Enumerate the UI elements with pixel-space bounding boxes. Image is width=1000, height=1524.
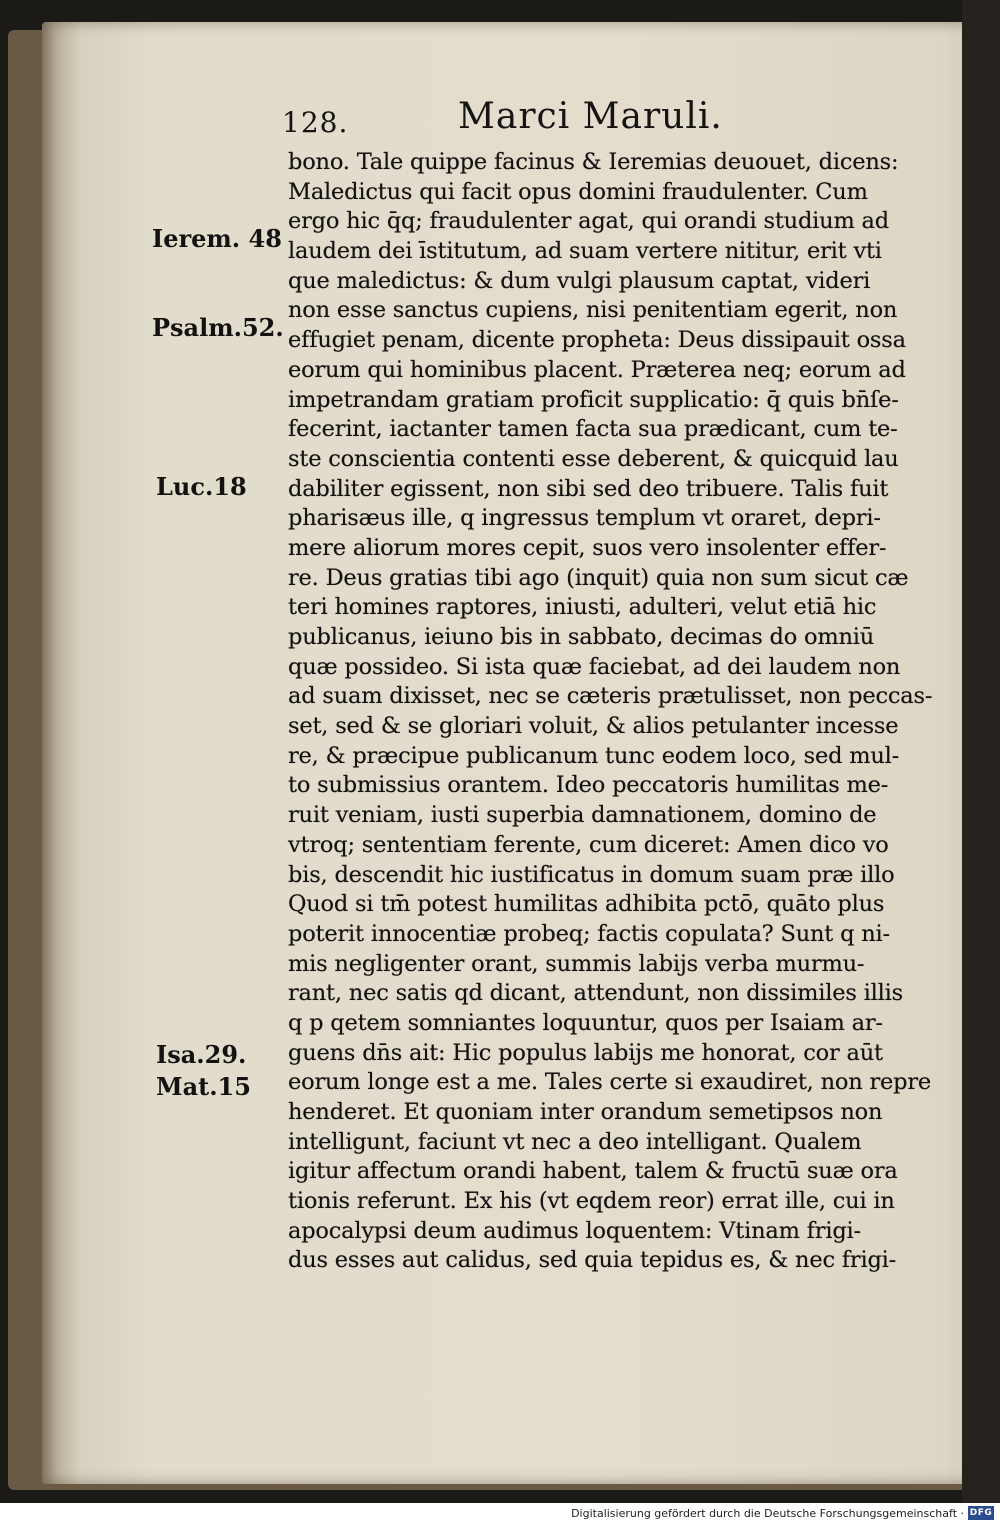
- text-line: igitur affectum orandi habent, talem & fructū suæ ora: [288, 1158, 898, 1185]
- text-line: pharisæus ille, q ingressus templum vt oraret, depri-: [288, 505, 881, 532]
- text-line: poterit innocentiæ probeq; factis copulata? Sunt q ni-: [288, 920, 890, 947]
- text-line: set, sed & se gloriari voluit, & alios petulanter incesse: [288, 713, 899, 740]
- page-number: 128.: [282, 106, 349, 139]
- text-line: effugiet penam, dicente propheta: Deus dissipauit ossa: [288, 327, 906, 354]
- body-text: [288, 148, 933, 1276]
- text-line: impetrandam gratiam proficit supplicatio: q̄ quis bn̄ſe-: [288, 386, 899, 413]
- text-line: re, & præcipue publicanum tunc eodem loco, sed mul-: [288, 742, 900, 769]
- text-line: bono. Tale quippe facinus & Ieremias deuouet, dicens:: [288, 149, 899, 175]
- text-line: que maledictus: & dum vulgi plausum captat, videri: [288, 267, 871, 294]
- margin-note-isa: Isa.29.: [156, 1040, 247, 1069]
- text-line: ste conscientia contenti esse deberent, & quicquid lau: [288, 445, 899, 472]
- text-line: q p qetem somniantes loquuntur, quos per Isaiam ar-: [288, 1009, 883, 1036]
- text-line: dus esses aut calidus, sed quia tepidus es, & nec frigi-: [288, 1247, 897, 1274]
- text-line: mis negligenter orant, summis labijs verba murmu-: [288, 950, 865, 977]
- text-line: non esse sanctus cupiens, nisi penitentiam egerit, non: [288, 297, 898, 324]
- text-line: apocalypsi deum audimus loquentem: Vtinam frigi-: [288, 1217, 861, 1244]
- margin-note-luc: Luc.18: [156, 472, 247, 501]
- text-line: mere aliorum mores cepit, suos vero insolenter effer-: [288, 534, 887, 561]
- text-line: Quod si tm̄ potest humilitas adhibita pctō, quāto plus: [288, 891, 885, 918]
- text-line: quæ possideo. Si ista quæ faciebat, ad dei laudem non: [288, 653, 901, 680]
- running-title: Marci Maruli.: [458, 96, 723, 137]
- text-line: eorum longe est a me. Tales certe si exaudiret, non repre: [288, 1069, 931, 1096]
- text-line: vtroq; sententiam ferente, cum diceret: Amen dico vo: [288, 831, 889, 858]
- text-line: fecerint, iactanter tamen facta sua prædicant, cum te-: [288, 416, 898, 443]
- margin-note-mat: Mat.15: [156, 1072, 251, 1101]
- dfg-logo: DFG: [969, 1508, 993, 1518]
- text-line: publicanus, ieiuno bis in sabbato, decimas do omniū: [288, 624, 875, 650]
- text-line: intelligunt, faciunt vt nec a deo intelligant. Qualem: [288, 1128, 862, 1155]
- text-line: ergo hic q̄q; fraudulenter agat, qui orandi studium ad: [288, 208, 889, 235]
- text-line: re. Deus gratias tibi ago (inquit) quia non sum sicut cæ: [288, 564, 909, 591]
- funding-credit: Digitalisierung gefördert durch die Deutsche Forschungsgemeinschaft ·: [571, 1507, 964, 1520]
- text-line: rant, nec satis qd dicant, attendunt, non dissimiles illis: [288, 980, 903, 1007]
- text-line: laudem dei īstitutum, ad suam vertere nititur, erit vti: [288, 238, 882, 265]
- text-line: dabiliter egissent, non sibi sed deo tribuere. Talis fuit: [288, 475, 889, 502]
- scan-border: [962, 0, 1000, 1503]
- text-line: tionis referunt. Ex his (vt eqdem reor) errat ille, cui in: [288, 1188, 895, 1215]
- text-line: Maledictus qui facit opus domini fraudulenter. Cum: [288, 178, 868, 205]
- page-header: [282, 96, 842, 146]
- text-line: to submissius orantem. Ideo peccatoris humilitas me-: [288, 772, 889, 799]
- text-line: eorum qui hominibus placent. Præterea neq; eorum ad: [288, 356, 906, 383]
- text-line: bis, descendit hic iustificatus in domum suam præ illo: [288, 861, 895, 888]
- text-line: henderet. Et quoniam inter orandum semetipsos non: [288, 1099, 883, 1125]
- margin-note-psalm: Psalm.52.: [152, 313, 284, 342]
- text-line: teri homines raptores, iniusti, adulteri, velut etiā hic: [288, 594, 877, 621]
- text-line: ruit veniam, iusti superbia damnationem, domino de: [288, 802, 877, 829]
- text-line: ad suam dixisset, nec se cæteris prætulisset, non peccas-: [288, 683, 933, 710]
- digitization-footer: [0, 1503, 1000, 1524]
- text-line: guens dn̄s ait: Hic populus labijs me honorat, cor aūt: [288, 1039, 883, 1066]
- margin-note-ierem: Ierem. 48: [152, 224, 282, 253]
